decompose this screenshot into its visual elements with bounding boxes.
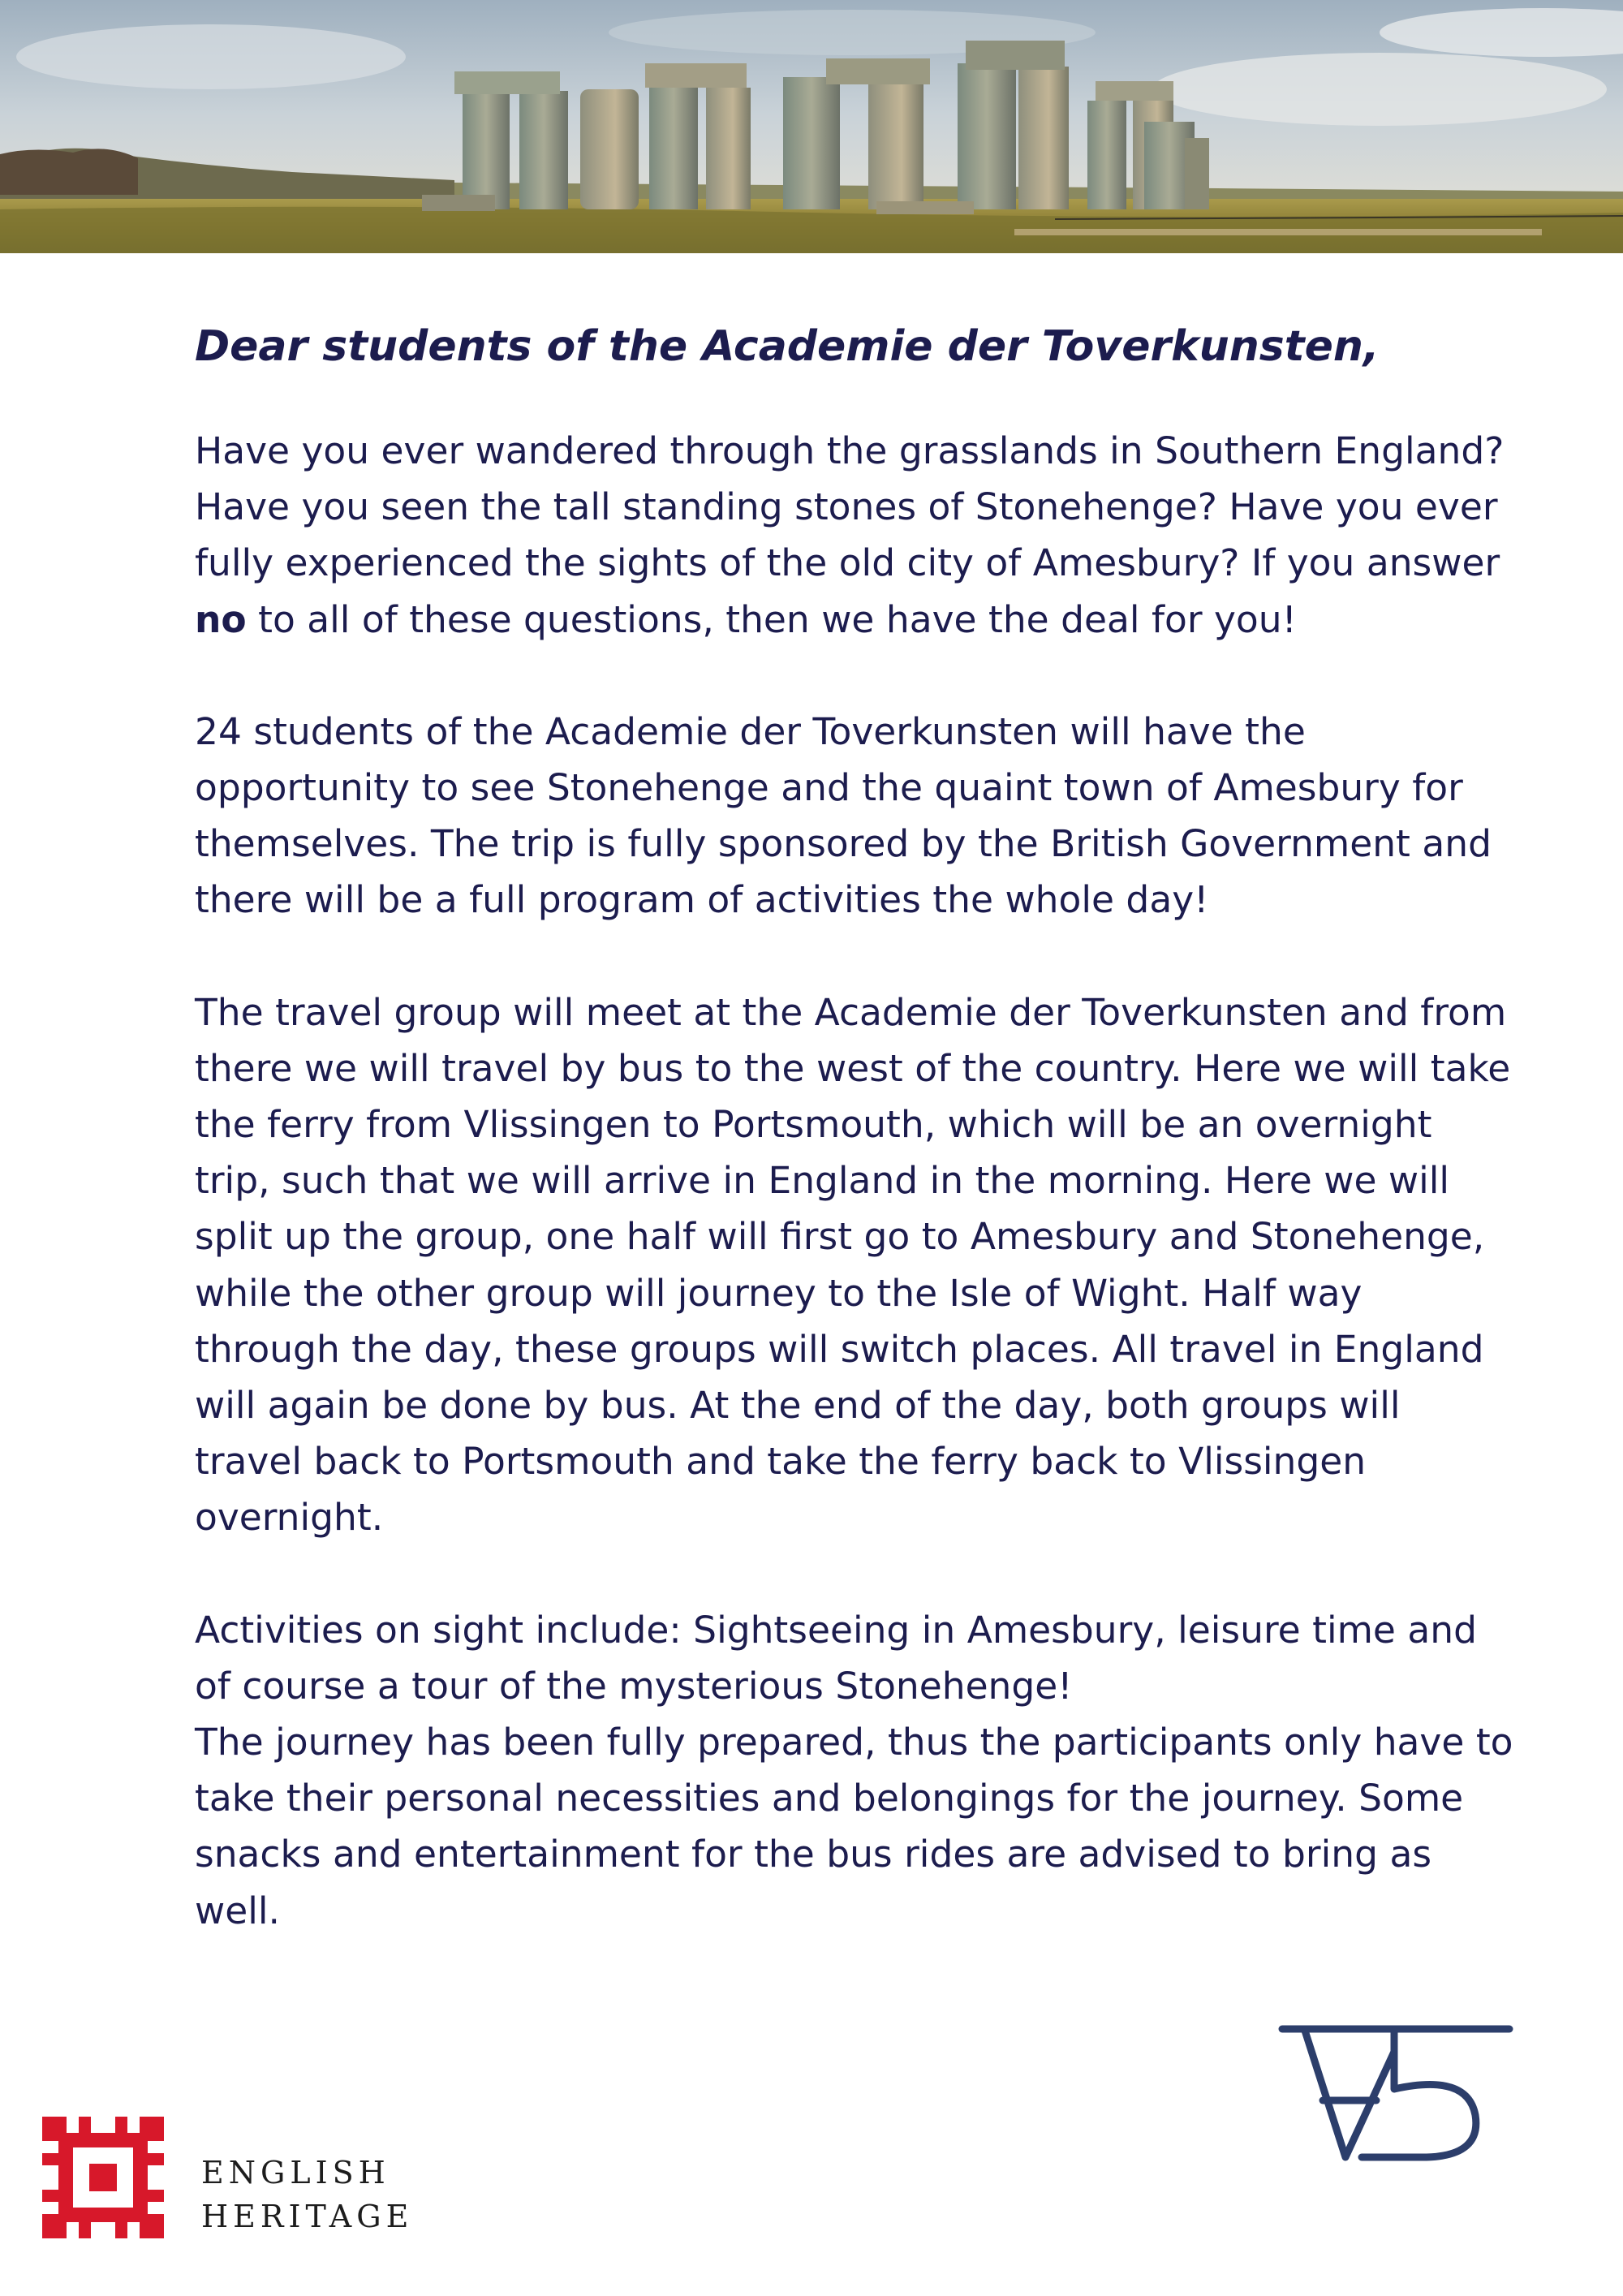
paragraph-itinerary: The travel group will meet at the Academie der Toverkunsten and from there we will travel by bus to the west of the country. Here we will take the ferry from Vlissingen to Portsmouth, which will be an overnight trip, such that we will arrive in England in the morning. Here we will split up the group, one half will first go to Amesbury and Stonehenge, while the other group will journey to the Isle of Wight. Half way through the day, these groups will switch places. All travel in England will again be done by bus. At the end of the day, both groups will travel back to Portsmouth and take the ferry back to Vlissingen overnight.: [195, 990, 1511, 1540]
stonehenge-photo: [0, 0, 1623, 253]
paragraph-intro-end: to all of these questions, then we have the deal for you!: [246, 597, 1297, 641]
letter-body: [195, 312, 1518, 1995]
english-heritage-line2: HERITAGE: [201, 2199, 414, 2234]
paragraph-intro-bold: no: [195, 597, 247, 641]
english-heritage-icon: [42, 2117, 164, 2238]
adt-monogram-icon: [1272, 2019, 1516, 2165]
paragraph-activities: Activities on sight include: Sightseeing in Amesbury, leisure time and of course a tour of the mysterious Stonehenge!: [195, 1608, 1477, 1708]
english-heritage-wordmark: [201, 2151, 413, 2238]
paragraph-preparation: The journey has been fully prepared, thus the participants only have to take their personal necessities and belongings for the journey. Some snacks and entertainment for the bus rides are advised to bring as well.: [195, 1721, 1513, 1932]
stonehenge-banner-image: [0, 0, 1623, 253]
english-heritage-line1: ENGLISH: [201, 2155, 390, 2190]
letter-greeting: Dear students of the Academie der Toverkunsten,: [195, 322, 1380, 371]
paragraph-intro-text: Have you ever wandered through the grasslands in Southern England? Have you seen the tall standing stones of Stonehenge? Have you ever fully experienced the sights of the old city of Amesbury? If you answer: [195, 429, 1505, 585]
paragraph-offer: 24 students of the Academie der Toverkunsten will have the opportunity to see Stonehenge and the quaint town of Amesbury for themselves. The trip is fully sponsored by the British Government and there will be a full program of activities the whole day!: [195, 709, 1492, 922]
english-heritage-logo: [42, 2117, 497, 2238]
paragraph-intro: [195, 423, 1518, 648]
